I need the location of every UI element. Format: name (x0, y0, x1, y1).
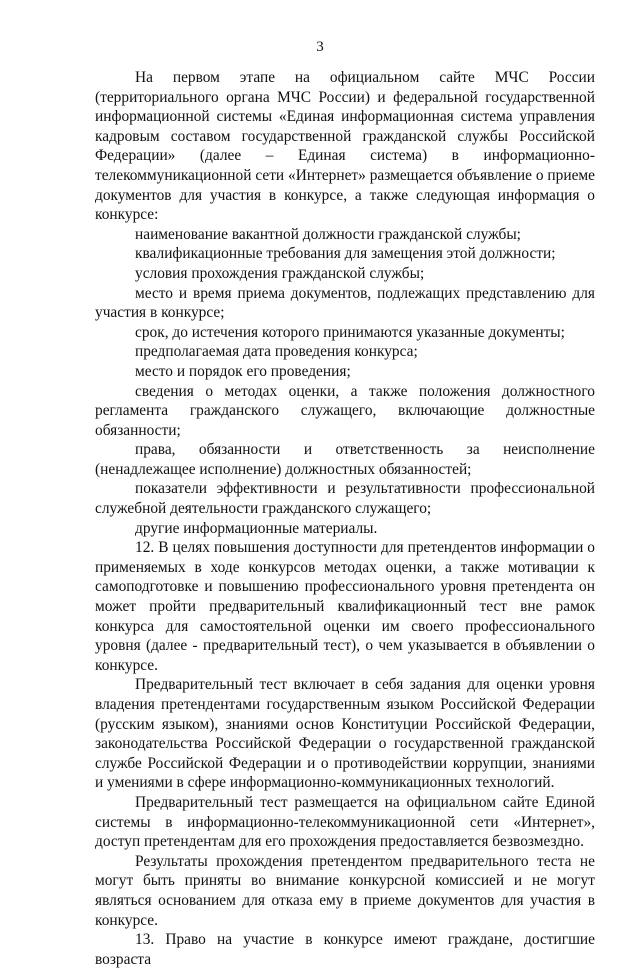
paragraph-preliminary-test-content: Предварительный тест включает в себя задания для оценки уровня владения претендентами государственным языком Российской Федерации (русским языком), знаниями основ Конституции Российской Федерации, законодательства Российской Федерации о государственной гражданской службе Российской Федерации и о противодействии коррупции, знаниями и умениями в сфере информационно-коммуникационных технологий. (95, 676, 595, 792)
list-item-evaluation-methods: сведения о методах оценки, а также положения должностного регламента гражданского служащего, включающие должностные обязанности; (95, 382, 595, 439)
paragraph-preliminary-test-access: Предварительный тест размещается на официальном сайте Единой системы в информационно-телекоммуникационной сети «Интернет», доступ претендентам для его прохождения предоставляется безвозмездно. (95, 793, 595, 851)
paragraph-12: 12. В целях повышения доступности для претендентов информации о применяемых в ходе конкурсов методах оценки, а также мотивации к самоподготовке и повышению профессионального уровня претендента он может пройти предварительный квалификационный тест вне рамок конкурса для самостоятельной оценки им своего профессионального уровня (далее - предварительный тест), о чем указывается в объявлении о конкурсе. (95, 539, 595, 674)
list-item-service-conditions: условия прохождения гражданской службы; (135, 264, 425, 282)
paragraph-test-results: Результаты прохождения претендентом предварительного теста не могут быть приняты во внимание конкурсной комиссией и не могут являться основанием для отказа ему в приеме документов для участия в конкурсе. (95, 852, 595, 929)
document-body (95, 68, 595, 969)
list-item-place-procedure: место и порядок его проведения; (135, 362, 351, 380)
paragraph-intro: На первом этапе на официальном сайте МЧС России (территориального органа МЧС России) и федеральной государственной информационной системы «Единая информационная система управления кадровым составом государственной гражданской службы Российской Федерации» (далее – Единая система) в информационно-телекоммуникационной сети «Интернет» размещается объявление о приеме документов для участия в конкурсе, а также следующая информация о конкурсе: (95, 69, 595, 224)
list-item-documents-place-time: место и время приема документов, подлежащих представлению для участия в конкурсе; (95, 284, 595, 322)
list-item-deadline: срок, до истечения которого принимаются указанные документы; (135, 323, 565, 341)
list-item-performance-indicators: показатели эффективности и результативности профессиональной служебной деятельности гражданского служащего; (95, 480, 595, 518)
page-number: 3 (316, 39, 324, 55)
list-item-qualification: квалификационные требования для замещения этой должности; (135, 245, 556, 263)
list-item-other-materials: другие информационные материалы. (135, 519, 378, 537)
paragraph-13: 13. Право на участие в конкурсе имеют граждане, достигшие возраста (95, 931, 595, 968)
list-item-expected-date: предполагаемая дата проведения конкурса; (135, 343, 418, 361)
list-item-rights-duties: права, обязанности и ответственность за неисполнение (ненадлежащее исполнение) должностных обязанностей; (95, 441, 595, 478)
list-item-position-name: наименование вакантной должности гражданской службы; (135, 225, 521, 243)
